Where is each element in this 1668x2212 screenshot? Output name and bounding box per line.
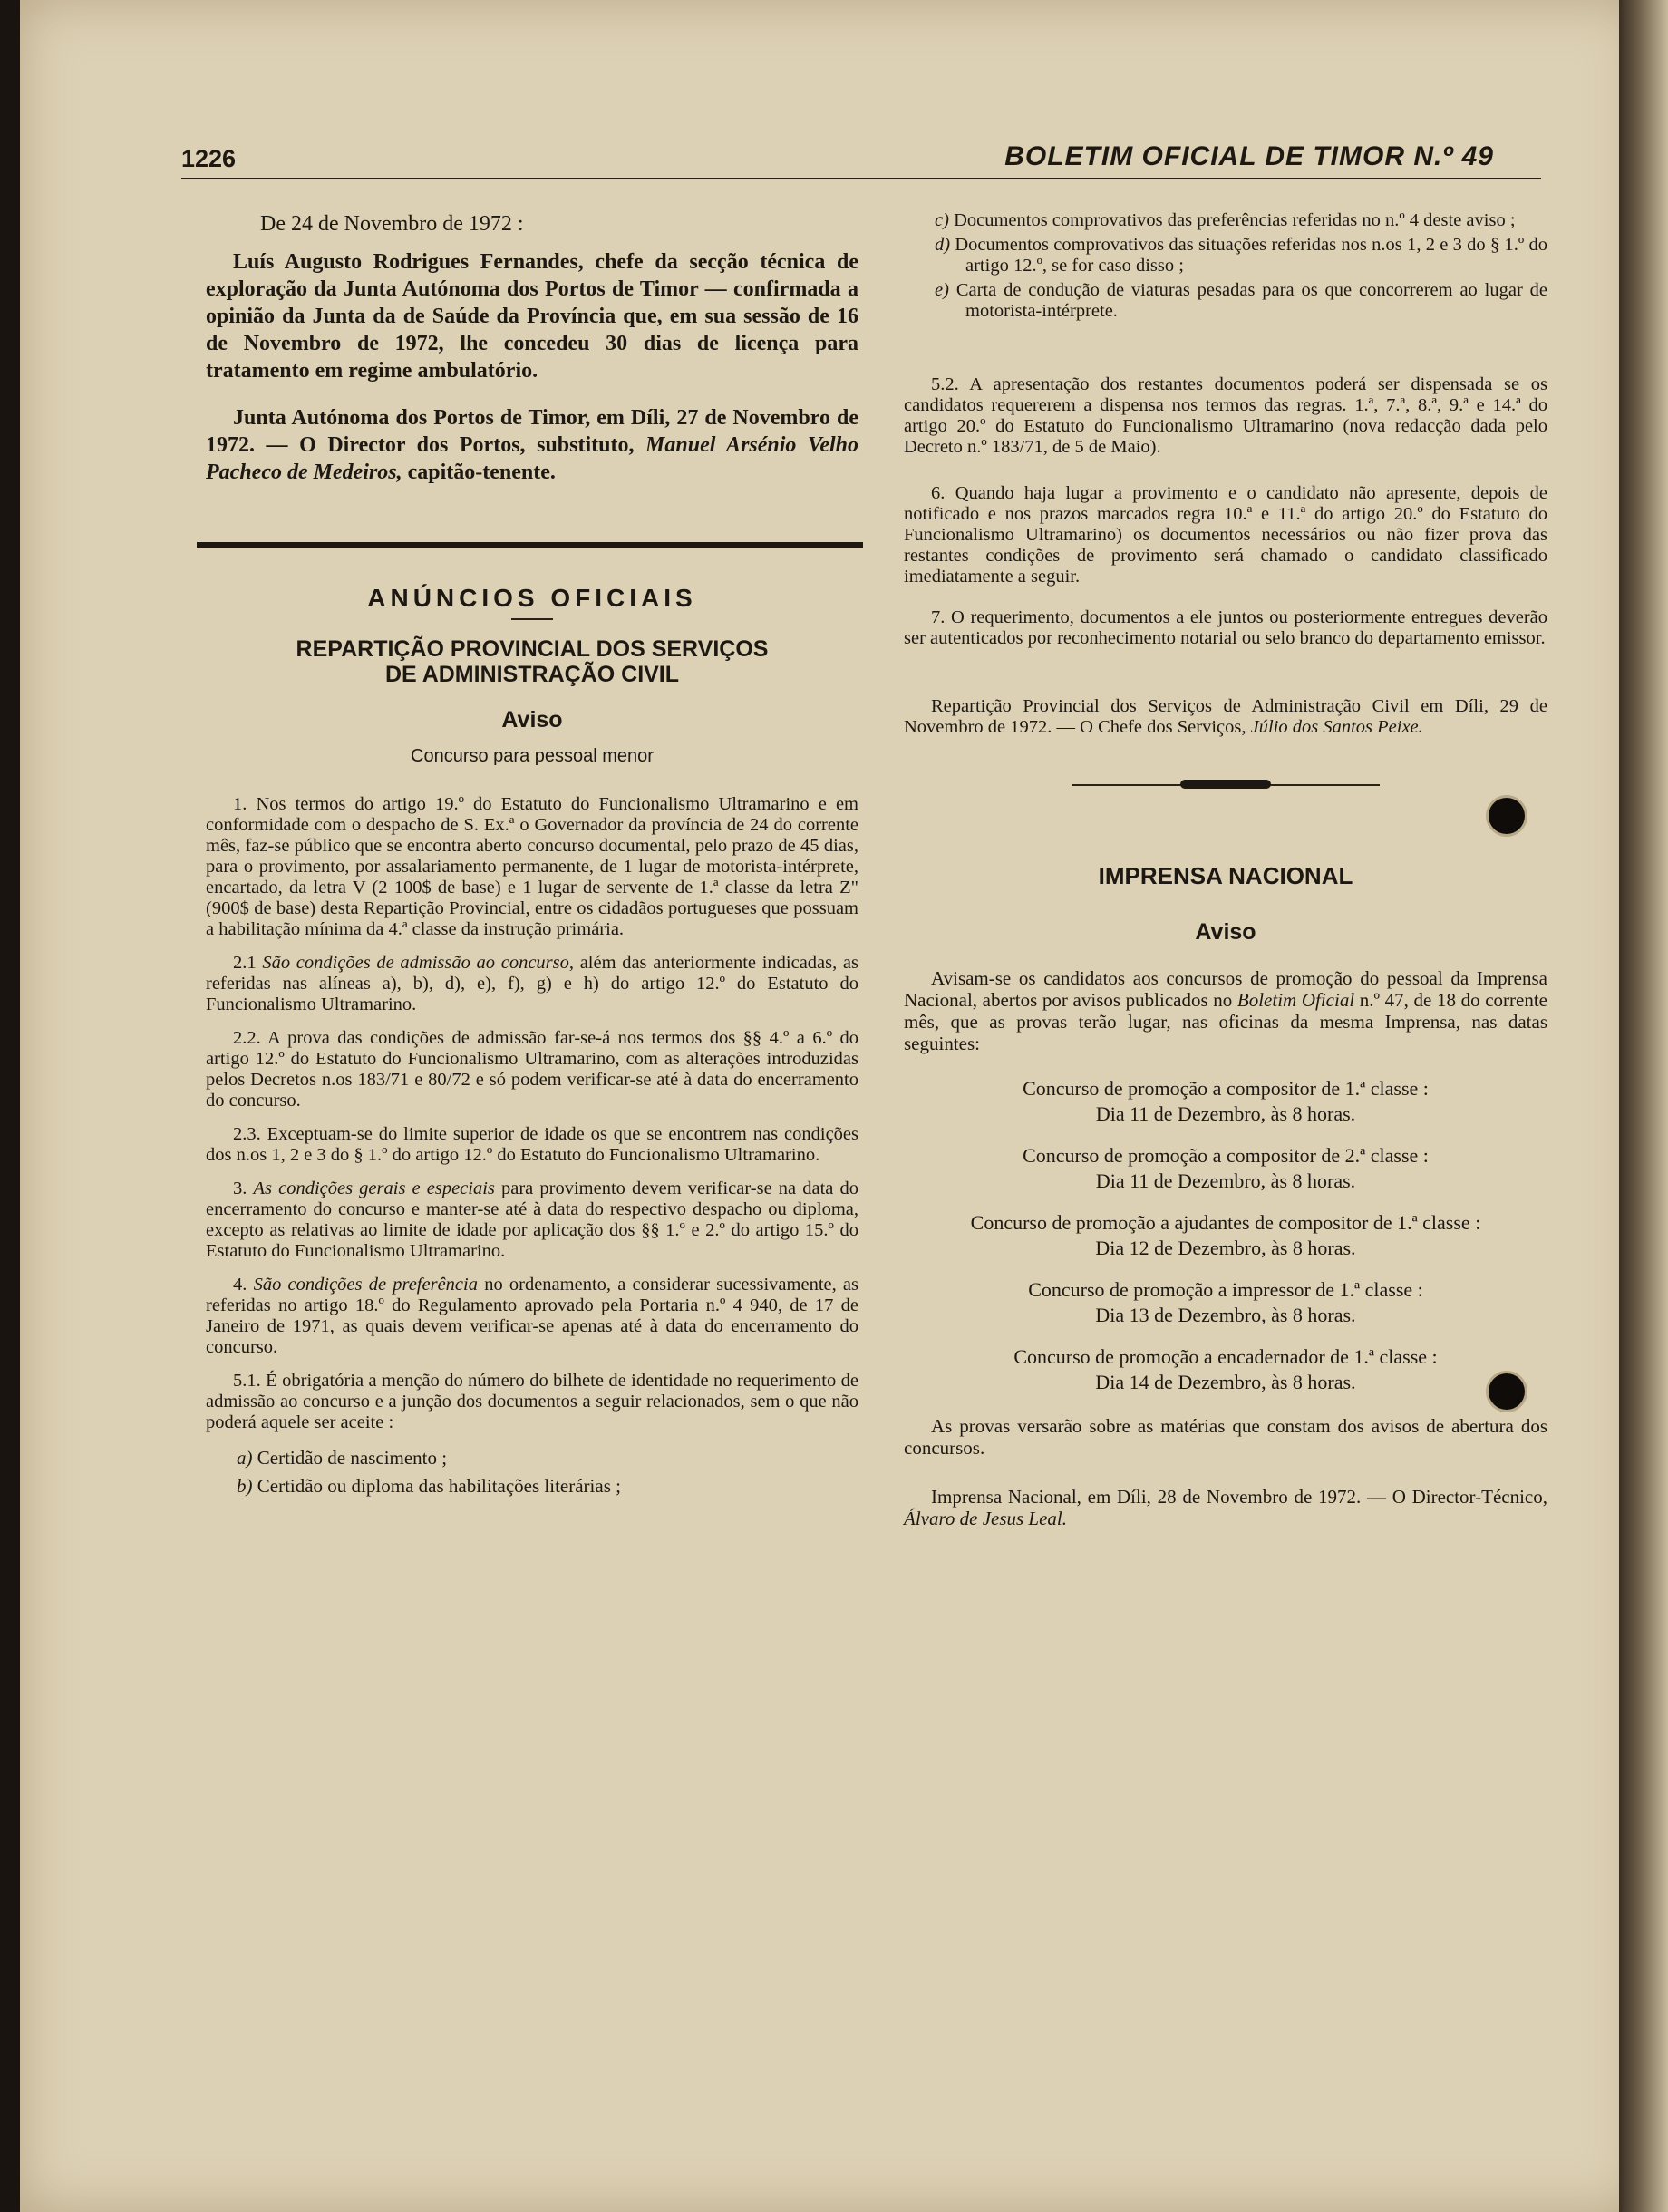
header-rule [181, 178, 1541, 179]
signature-text: Junta Autónoma dos Portos de Timor, em Díli, 27 de Novembro de 1972. — O Director dos Portos, substituto, [206, 406, 858, 457]
p4-rest: no ordenamento, a considerar sucessivamente, as referidas no artigo 18.º do Regulamento aprovado pela Portaria n.º 4 940, de 17 de Janeiro de 1971, as quais devem verificar-se apenas até à data do encerramento do concurso. [206, 1275, 859, 1357]
exam-day: Dia 11 de Dezembro, às 8 horas. [1095, 1102, 1356, 1125]
p21-italic: São condições de admissão ao concurso, [262, 953, 574, 973]
department-line-1: REPARTIÇÃO PROVINCIAL DOS SERVIÇOS [296, 636, 769, 662]
intro-italic: Boletim Oficial [1236, 989, 1355, 1011]
aviso-title: Aviso [501, 707, 563, 732]
p3-italic: As condições gerais e especiais [253, 1179, 495, 1198]
page-number: 1226 [181, 145, 237, 172]
right-column [904, 210, 1547, 1529]
p21-lead: 2.1 [233, 953, 257, 973]
paragraph-4 [206, 1275, 858, 1358]
signature-text: Imprensa Nacional, em Díli, 28 de Novembro de 1972. — O Director-Técnico, [931, 1486, 1547, 1508]
item-text: Carta de condução de viaturas pesadas para os que concorrerem ao lugar de motorista-intérprete. [955, 280, 1548, 321]
intro-b: n.º 47, de 18 do corrente mês, que as provas terão lugar, nas oficinas da mesma Imprensa, nas datas seguintes: [904, 989, 1547, 1054]
exam-day: Dia 14 de Dezembro, às 8 horas. [1095, 1371, 1356, 1393]
paragraph-2-2: 2.2. A prova das condições de admissão far-se-á nos termos dos §§ 4.º a 6.º do artigo 12.º do Estatuto do Funcionalismo Ultramarino, com as alterações introduzidas pelos Decretos n.os 183/71 e 80/72 e só podem verificar-se até à data do encerramento do concurso. [206, 1028, 858, 1111]
signature-name: Álvaro de Jesus Leal. [904, 1508, 1068, 1529]
exam-day: Dia 13 de Dezembro, às 8 horas. [1095, 1304, 1356, 1326]
section-title: ANÚNCIOS OFICIAIS [367, 584, 697, 612]
licence-paragraph: Luís Augusto Rodrigues Fernandes, chefe da secção técnica de exploração da Junta Autónoma dos Portos de Timor — confirmada a opinião da Junta da de Saúde da Província que, em sua sessão de 16 de Novembro de 1972, lhe concedeu 30 dias de licença para tratamento em regime ambulatório. [206, 250, 858, 383]
exam-day: Dia 11 de Dezembro, às 8 horas. [1095, 1169, 1356, 1192]
imprensa-title: IMPRENSA NACIONAL [1098, 862, 1353, 889]
paragraph-6: 6. Quando haja lugar a provimento e o candidato não apresente, depois de notificado e nos prazos marcados regra 10.ª e 11.ª do artigo 20.º do Estatuto do Funcionalismo Ultramarino) os documentos necessários ou não fizer prova das restantes condições de provimento será chamado o candidato classificado imediatamente a seguir. [904, 483, 1547, 587]
paragraph-5-2: 5.2. A apresentação dos restantes documentos poderá ser dispensada se os candidatos requererem a dispensa nos termos das regras. 1.ª, 7.ª, 8.ª, 9.ª e 14.ª do artigo 20.º do Estatuto do Funcionalismo Ultramarino (nova redacção dada pelo Decreto n.º 183/71, de 5 de Maio). [904, 374, 1547, 457]
page-fold-edge [1619, 0, 1668, 2212]
publication-title: BOLETIM OFICIAL DE TIMOR N.º 49 [1004, 141, 1494, 171]
paragraph-3 [206, 1179, 858, 1262]
paragraph-2-1 [206, 953, 858, 1015]
item-text: Certidão de nascimento ; [257, 1447, 448, 1469]
p3-lead: 3. [233, 1179, 247, 1198]
signature-block [904, 696, 1547, 738]
p4-italic: São condições de preferência [253, 1275, 478, 1295]
paragraph-2-3: 2.3. Exceptuam-se do limite superior de idade os que se encontrem nas condições dos n.os 1, 2 e 3 do § 1.º do artigo 12.º do Estatuto do Funcionalismo Ultramarino. [206, 1124, 858, 1165]
list-item [206, 1446, 858, 1470]
p4-lead: 4. [233, 1275, 247, 1295]
item-letter: c) [935, 210, 949, 230]
exam-title: Concurso de promoção a encadernador de 1.ª classe : [1013, 1345, 1438, 1368]
signature-text: Repartição Provincial dos Serviços de Administração Civil em Díli, 29 de Novembro de 1972. — O Chefe dos Serviços, [904, 696, 1547, 737]
exam-day: Dia 12 de Dezembro, às 8 horas. [1095, 1237, 1356, 1259]
date-line: De 24 de Novembro de 1972 : [260, 212, 524, 236]
punch-hole [1489, 1373, 1525, 1410]
section-divider [197, 542, 863, 548]
item-text: Documentos comprovativos das situações referidas nos n.os 1, 2 e 3 do § 1.º do artigo 12.º, se for caso disso ; [955, 235, 1548, 276]
aviso-subtitle: Concurso para pessoal menor [411, 746, 654, 766]
list-item [904, 235, 1547, 276]
exam-title: Concurso de promoção a compositor de 2.ª classe : [1023, 1144, 1429, 1167]
short-divider [511, 618, 553, 620]
paragraph-7: 7. O requerimento, documentos a ele juntos ou posteriormente entregues deverão ser autenticados por reconhecimento notarial ou selo branco do departamento emissor. [904, 607, 1547, 648]
department-heading [206, 636, 858, 687]
punch-hole [1489, 798, 1525, 834]
item-letter: a) [237, 1447, 253, 1469]
item-letter: b) [237, 1475, 253, 1497]
imprensa-signature [904, 1486, 1547, 1529]
intro-a: Avisam-se os candidatos aos concursos de promoção do pessoal da Imprensa Nacional, abertos por avisos publicados no [904, 967, 1547, 1011]
ornament-divider [1072, 780, 1380, 791]
document-page [20, 0, 1641, 2212]
signature-rank: capitão-tenente. [407, 461, 556, 484]
signature-block [206, 404, 858, 486]
item-text: Documentos comprovativos das preferências referidas no n.º 4 deste aviso ; [954, 210, 1516, 230]
provas-paragraph: As provas versarão sobre as matérias que constam dos avisos de abertura dos concursos. [904, 1415, 1547, 1459]
exam-title: Concurso de promoção a impressor de 1.ª classe : [1028, 1278, 1423, 1301]
p3-rest: para provimento devem verificar-se na data do encerramento do concurso e manter-se até à data do respectivo despacho ou diploma, excepto as relativas ao limite de idade por aplicação dos §§ 1.º e 2.º do artigo 15.º do Estatuto do Funcionalismo Ultramarino. [206, 1179, 858, 1261]
imprensa-intro [904, 967, 1547, 1054]
p21-rest: além das anteriormente indicadas, as referidas nas alíneas a), b), d), e), f), g) e h) do artigo 12.º do Estatuto do Funcionalismo Ultramarino. [206, 953, 859, 1014]
department-line-2: DE ADMINISTRAÇÃO CIVIL [384, 662, 680, 687]
item-letter: e) [935, 280, 949, 300]
aviso-title: Aviso [1195, 919, 1256, 945]
paragraph-5-1: 5.1. É obrigatória a menção do número do bilhete de identidade no requerimento de admissão ao concurso e a junção dos documentos a seguir relacionados, sem o que não poderá aquele ser aceite : [206, 1371, 858, 1432]
exam-list [904, 1076, 1547, 1395]
list-item [206, 1474, 858, 1499]
left-column [206, 210, 858, 1502]
item-text: Certidão ou diploma das habilitações literárias ; [257, 1475, 621, 1497]
signature-name: Júlio dos Santos Peixe. [1250, 717, 1423, 737]
signature-name: Manuel Arsénio Velho Pacheco de Medeiros, [206, 433, 858, 484]
list-item [904, 210, 1547, 231]
exam-title: Concurso de promoção a ajudantes de compositor de 1.ª classe : [970, 1211, 1481, 1234]
exam-title: Concurso de promoção a compositor de 1.ª classe : [1023, 1077, 1429, 1100]
item-letter: d) [935, 235, 951, 255]
list-item [904, 280, 1547, 322]
paragraph-1: 1. Nos termos do artigo 19.º do Estatuto do Funcionalismo Ultramarino e em conformidade com o despacho de S. Ex.ª o Governador da província de 24 do corrente mês, faz-se público que se encontra aberto concurso documental, pelo prazo de 45 dias, para o provimento, por assalariamento permanente, de 1 lugar de motorista-intérprete, encartado, da letra V (2 100$ de base) e 1 lugar de servente de 1.ª classe da letra Z" (900$ de base) desta Repartição Provincial, entre os cidadãos portugueses que possuam a habilitação mínima da 4.ª classe da instrução primária. [206, 794, 858, 939]
